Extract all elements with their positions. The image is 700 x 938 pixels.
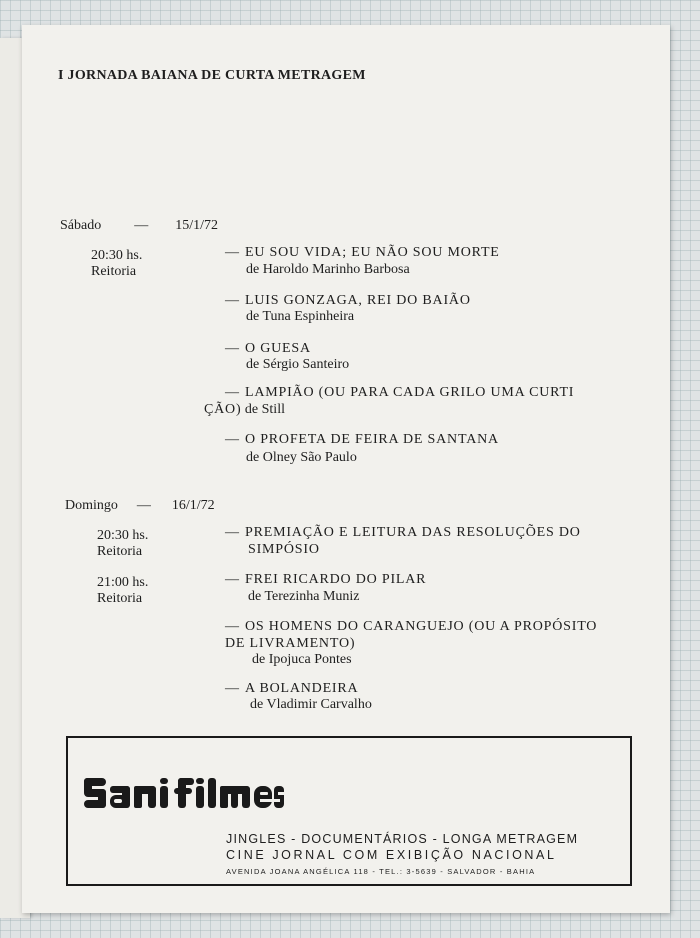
film-title: — O GUESA bbox=[225, 341, 311, 356]
day-label: Sábado bbox=[60, 218, 102, 233]
film-title: — A BOLANDEIRA bbox=[225, 681, 359, 696]
session-time: 20:30 hs. bbox=[97, 528, 149, 543]
day-date: 15/1/72 bbox=[175, 218, 218, 233]
film-title: — FREI RICARDO DO PILAR bbox=[225, 572, 427, 587]
session-time: 21:00 hs. bbox=[97, 575, 149, 590]
program-page bbox=[22, 25, 670, 913]
logo-letterforms bbox=[84, 778, 284, 808]
film-title: — LUIS GONZAGA, REI DO BAIÃO bbox=[225, 293, 471, 308]
session-place: Reitoria bbox=[97, 591, 143, 606]
ad-services-line: JINGLES - DOCUMENTÁRIOS - LONGA METRAGEM bbox=[226, 832, 579, 846]
sunday-heading bbox=[65, 498, 215, 514]
event-title: — PREMIAÇÃO E LEITURA DAS RESOLUÇÕES DO bbox=[225, 525, 581, 540]
film-title: — LAMPIÃO (OU PARA CADA GRILO UMA CURTI bbox=[225, 385, 575, 400]
film-director: de Olney São Paulo bbox=[246, 450, 357, 465]
day-date: 16/1/72 bbox=[171, 498, 215, 513]
film-director: de Terezinha Muniz bbox=[248, 589, 360, 604]
ad-newsreel-line: CINE JORNAL COM EXIBIÇÃO NACIONAL bbox=[226, 848, 557, 862]
day-dash: — bbox=[136, 498, 151, 513]
film-title-continuation: ÇÃO) de Still bbox=[204, 402, 285, 417]
session-place: Reitoria bbox=[91, 264, 137, 279]
session-place: Reitoria bbox=[97, 544, 143, 559]
film-title-continuation: DE LIVRAMENTO) bbox=[225, 636, 356, 651]
film-director: de Ipojuca Pontes bbox=[252, 652, 352, 667]
film-director: de Tuna Espinheira bbox=[246, 309, 355, 324]
film-title: — OS HOMENS DO CARANGUEJO (OU A PROPÓSITO bbox=[225, 619, 598, 634]
sani-filmes-ad bbox=[66, 736, 632, 886]
sani-filmes-logo bbox=[84, 776, 284, 810]
page-title: I JORNADA BAIANA DE CURTA METRAGEM bbox=[58, 68, 366, 83]
session-time: 20:30 hs. bbox=[91, 248, 143, 263]
event-title-continuation: SIMPÓSIO bbox=[248, 542, 320, 557]
day-dash: — bbox=[134, 218, 149, 233]
ad-address-line: AVENIDA JOANA ANGÉLICA 118 - TEL.: 3-5639 - SALVADOR - BAHIA bbox=[226, 867, 536, 876]
film-title: — EU SOU VIDA; EU NÃO SOU MORTE bbox=[225, 245, 500, 260]
film-director: de Vladimir Carvalho bbox=[250, 697, 372, 712]
day-label: Domingo bbox=[65, 498, 118, 513]
film-title: — O PROFETA DE FEIRA DE SANTANA bbox=[225, 432, 499, 447]
film-director: de Haroldo Marinho Barbosa bbox=[246, 262, 410, 277]
saturday-heading bbox=[60, 218, 218, 234]
film-director: de Sérgio Santeiro bbox=[246, 357, 350, 372]
